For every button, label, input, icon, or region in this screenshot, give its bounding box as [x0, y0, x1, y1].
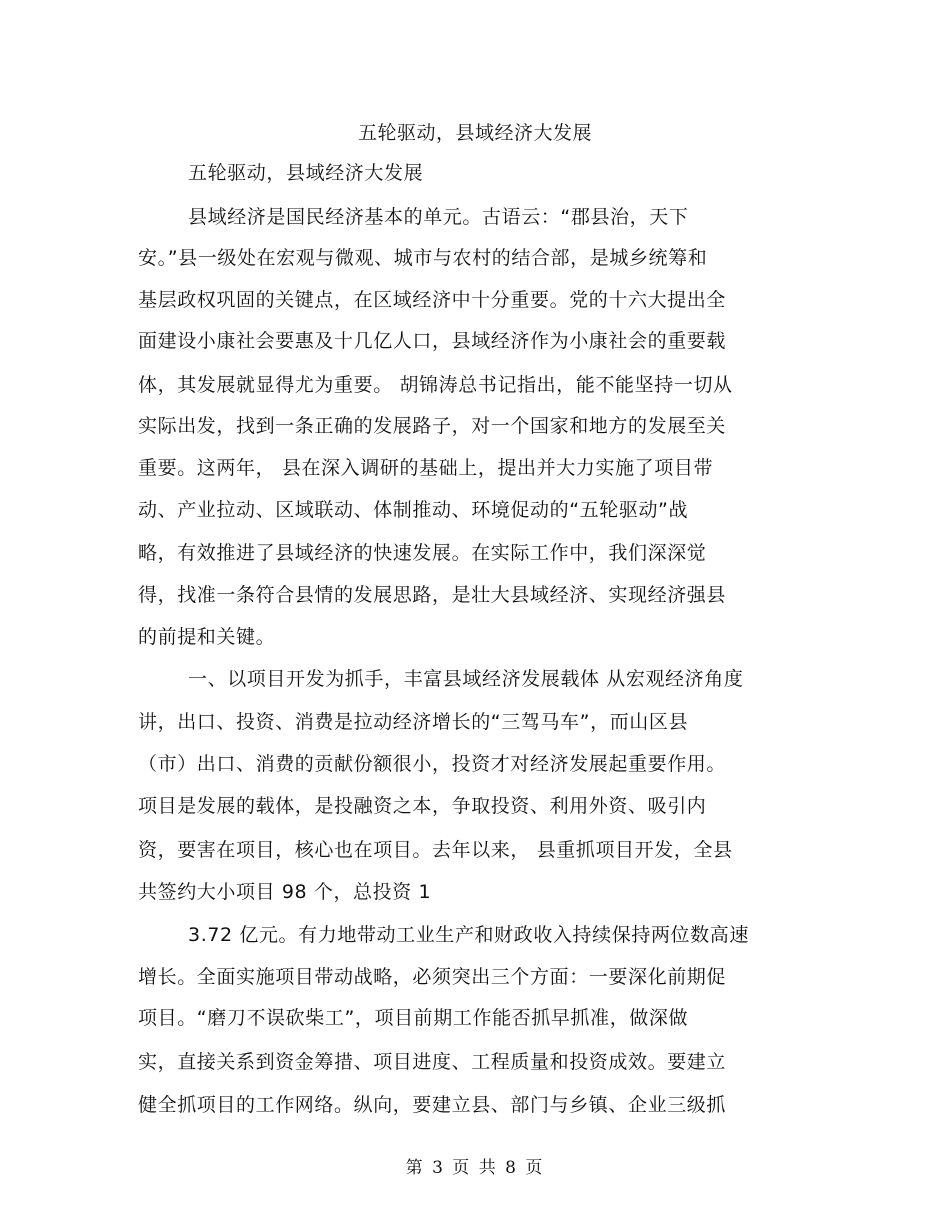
text-line: 重要。这两年， 县在深入调研的基础上，提出并大力实施了项目带	[138, 457, 714, 479]
text-line: 的前提和关键。	[138, 626, 276, 648]
text-line: 讲，出口、投资、消费是拉动经济增长的“三驾马车”，而山区县	[138, 711, 689, 733]
text-line: 动、产业拉动、区域联动、体制推动、环境促动的“五轮驱动”战	[138, 499, 689, 521]
text-line: （市）出口、消费的贡献份额很小，投资才对经济发展起重要作用。	[138, 753, 727, 775]
text-line: 项目是发展的载体，是投融资之本，争取投资、利用外资、吸引内	[138, 795, 707, 817]
text-line: 五轮驱动，县域经济大发展	[188, 162, 424, 184]
text-line: 县域经济是国民经济基本的单元。古语云：“郡县治，天下	[188, 206, 689, 228]
text-line: 得，找准一条符合县情的发展思路，是壮大县域经济、实现经济强县	[138, 584, 727, 606]
text-line: 略，有效推进了县域经济的快速发展。在实际工作中，我们深深觉	[138, 542, 707, 564]
text-line: 项目。“磨刀不误砍柴工”，项目前期工作能否抓早抓准，做深做	[138, 1007, 689, 1029]
text-line: 体，其发展就显得尤为重要。 胡锦涛总书记指出，能不能坚持一切从	[138, 374, 733, 396]
page-footer: 第 3 页 共 8 页	[405, 1158, 545, 1178]
document-title: 五轮驱动，县域经济大发展	[357, 122, 592, 144]
text-line: 资，要害在项目，核心也在项目。去年以来， 县重抓项目开发，全县	[138, 839, 733, 861]
text-line: 3.72 亿元。有力地带动工业生产和财政收入持续保持两位数高速	[188, 924, 749, 946]
text-line: 共签约大小项目 98 个，总投资 1	[138, 881, 432, 903]
text-line: 实，直接关系到资金筹措、项目进度、工程质量和投资成效。要建立	[138, 1051, 727, 1073]
text-line: 基层政权巩固的关键点，在区域经济中十分重要。党的十六大提出全	[138, 289, 727, 311]
text-line: 健全抓项目的工作网络。纵向，要建立县、部门与乡镇、企业三级抓	[138, 1094, 727, 1116]
text-line: 一、以项目开发为抓手，丰富县域经济发展载体 从宏观经济角度	[188, 668, 744, 690]
text-line: 安。”县一级处在宏观与微观、城市与农村的结合部，是城乡统筹和	[138, 247, 708, 269]
text-line: 面建设小康社会要惠及十几亿人口，县域经济作为小康社会的重要载	[138, 330, 727, 352]
text-line: 增长。全面实施项目带动战略，必须突出三个方面：一要深化前期促	[138, 966, 727, 988]
text-line: 实际出发，找到一条正确的发展路子，对一个国家和地方的发展至关	[138, 415, 727, 437]
